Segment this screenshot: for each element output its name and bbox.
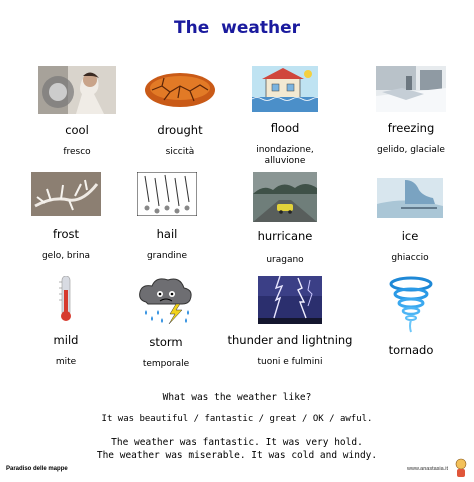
thermometer-image <box>59 276 73 322</box>
credit-right: www.anastasia.it <box>407 466 448 472</box>
word-italian: uragano <box>266 255 304 265</box>
word-english: drought <box>157 123 203 137</box>
woman-fan-image <box>38 66 116 114</box>
word-italian: tuoni e fulmini <box>257 357 323 367</box>
word-italian: grandine <box>146 251 188 261</box>
lightning-image <box>258 276 322 324</box>
word-english: freezing <box>387 121 435 135</box>
credit-left: Paradiso delle mappe <box>6 466 68 472</box>
weather-card-hurricane <box>235 172 335 266</box>
word-italian: siccità <box>165 147 195 157</box>
frosted-branch-image <box>31 172 101 216</box>
word-italian: fresco <box>63 147 91 157</box>
answer-line-3: The weather was miserable. It was cold and windy. <box>96 450 378 461</box>
weather-card-frost <box>16 172 116 262</box>
word-italian: gelido, glaciale <box>377 145 445 155</box>
weather-card-hail <box>117 172 217 262</box>
answer-line-1: It was beautiful / fantastic / great / OK / awful. <box>101 414 373 424</box>
question-text: What was the weather like? <box>162 392 312 403</box>
frozen-street-image <box>376 66 446 112</box>
word-english: flood <box>270 121 300 135</box>
word-italian: mite <box>55 357 77 367</box>
hailstones-image <box>137 172 197 216</box>
word-english: thunder and lightning <box>227 333 353 347</box>
ice-skate-image <box>377 178 443 218</box>
word-english: tornado <box>388 343 434 357</box>
word-english: hurricane <box>257 229 313 243</box>
word-english: mild <box>53 333 79 347</box>
page-title: The weather <box>174 18 300 38</box>
flooded-house-image <box>252 66 318 112</box>
weather-card-drought <box>130 66 230 158</box>
word-italian: ghiaccio <box>391 253 429 263</box>
word-english: cool <box>65 123 89 137</box>
storm-road-image <box>253 172 317 222</box>
weather-card-storm <box>116 276 216 370</box>
weather-card-mild <box>16 276 116 368</box>
cracked-earth-image <box>144 72 216 108</box>
word-italian: gelo, brina <box>41 251 91 261</box>
mascot-icon <box>454 458 468 478</box>
word-english: storm <box>149 335 183 349</box>
weather-card-flood <box>235 66 335 167</box>
word-english: ice <box>401 229 419 243</box>
word-english: hail <box>156 227 178 241</box>
weather-card-tornado <box>361 276 461 357</box>
weather-card-thunder <box>225 276 355 368</box>
storm-cloud-image <box>136 276 196 328</box>
weather-card-cool <box>27 66 127 158</box>
tornado-image <box>389 276 433 334</box>
word-italian: temporale <box>142 359 190 369</box>
answer-line-2: The weather was fantastic. It was very hold. <box>111 437 363 448</box>
word-english: frost <box>52 227 80 241</box>
weather-card-ice <box>360 178 460 264</box>
weather-card-freezing <box>361 66 461 156</box>
word-italian: inondazione, alluvione <box>256 145 314 166</box>
